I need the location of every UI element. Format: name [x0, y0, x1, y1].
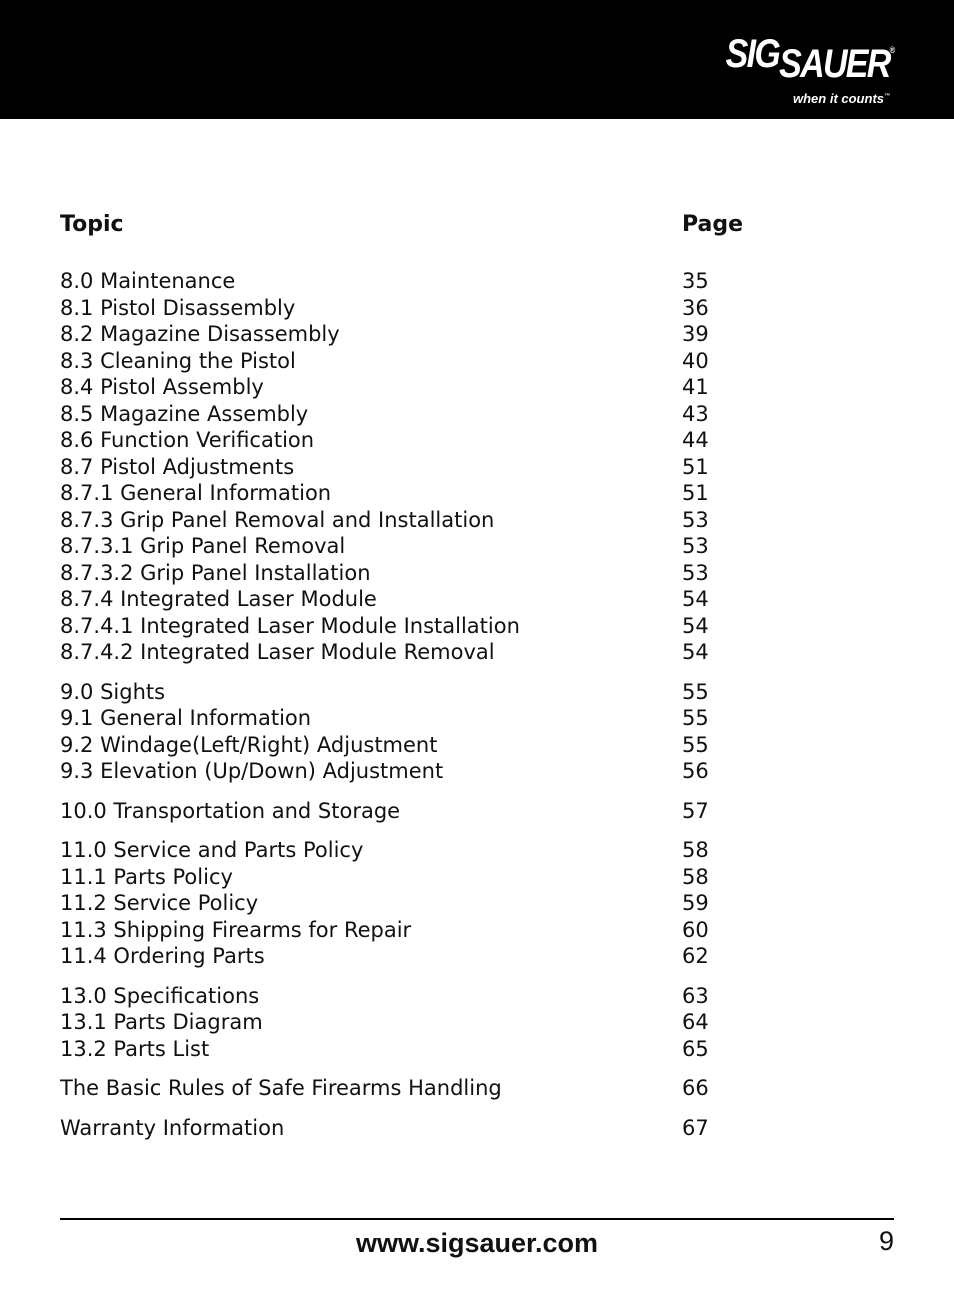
logo-trademark: ™	[884, 93, 890, 100]
toc-entry-title: 8.7.4.1 Integrated Laser Module Installation	[60, 613, 520, 638]
toc-group	[60, 798, 900, 825]
toc-entry-title: 13.0 Specifications	[60, 983, 260, 1008]
toc-entry	[60, 758, 900, 785]
toc-entry	[60, 1115, 900, 1142]
toc-entry-title: 8.1 Pistol Disassembly	[60, 295, 296, 320]
toc-group	[60, 983, 900, 1063]
logo-registered: ®	[890, 45, 894, 55]
logo-tagline	[793, 91, 890, 106]
toc-entry-page: 36	[682, 295, 709, 320]
toc-entry-title: 9.3 Elevation (Up/Down) Adjustment	[60, 759, 444, 783]
toc-entry	[60, 1036, 900, 1063]
table-of-contents	[60, 212, 900, 1154]
toc-entry-title: 11.4 Ordering Parts	[60, 944, 265, 968]
toc-entry	[60, 679, 900, 706]
toc-entry-title: 11.2 Service Policy	[60, 891, 259, 915]
toc-entry-title: 10.0 Transportation and Storage	[60, 798, 401, 823]
logo-wordmark	[726, 32, 894, 86]
toc-entry-title: 8.7.4 Integrated Laser Module	[60, 587, 377, 611]
toc-entry-page: 59	[682, 891, 709, 915]
toc-entry-page: 51	[682, 481, 709, 505]
toc-entry-title: 13.1 Parts Diagram	[60, 1010, 263, 1034]
toc-group	[60, 1115, 900, 1142]
toc-entry-page: 43	[682, 401, 709, 426]
toc-entry-page: 44	[682, 428, 709, 452]
toc-entry-page: 54	[682, 640, 709, 664]
toc-entry	[60, 454, 900, 481]
toc-entry	[60, 480, 900, 507]
toc-entry	[60, 586, 900, 613]
toc-entry	[60, 560, 900, 587]
footer-website: www.sigsauer.com	[355, 1228, 599, 1258]
toc-entry	[60, 613, 900, 640]
toc-entry-title: 8.3 Cleaning the Pistol	[60, 348, 296, 373]
toc-entry	[60, 705, 900, 732]
toc-entry	[60, 864, 900, 891]
page-column-header: Page	[682, 212, 744, 237]
toc-entry	[60, 401, 900, 428]
toc-entry-title: 9.2 Windage(Left/Right) Adjustment	[60, 732, 438, 757]
toc-entry	[60, 507, 900, 534]
toc-entry-page: 41	[682, 375, 709, 399]
toc-group	[60, 837, 900, 970]
toc-entry	[60, 533, 900, 560]
toc-entry-page: 55	[682, 679, 709, 704]
toc-entry-page: 53	[682, 560, 709, 585]
toc-entry-title: 9.1 General Information	[60, 706, 312, 730]
toc-entry-page: 63	[682, 983, 709, 1008]
toc-entry-page: 62	[682, 944, 709, 968]
topic-column-header: Topic	[60, 212, 124, 237]
toc-entry-page: 64	[682, 1010, 709, 1034]
toc-entry	[60, 983, 900, 1010]
toc-entry-title: 9.0 Sights	[60, 679, 166, 704]
toc-entry-page: 39	[682, 322, 709, 346]
toc-entry-title: 11.0 Service and Parts Policy	[60, 838, 364, 862]
toc-entry-page: 65	[682, 1036, 709, 1061]
toc-entry-page: 66	[682, 1076, 709, 1100]
toc-entry-title: 8.7.3 Grip Panel Removal and Installation	[60, 507, 495, 532]
toc-entry-page: 54	[682, 587, 709, 611]
toc-entry-title: 8.5 Magazine Assembly	[60, 401, 309, 426]
toc-entry	[60, 348, 900, 375]
toc-entry	[60, 732, 900, 759]
toc-entry-page: 51	[682, 454, 709, 479]
toc-groups	[60, 268, 900, 1141]
toc-entry-page: 35	[682, 269, 709, 293]
toc-entry-title: 8.7.1 General Information	[60, 481, 332, 505]
toc-entry	[60, 321, 900, 348]
logo-tagline-text: when it counts	[793, 91, 884, 106]
toc-entry-page: 53	[682, 507, 709, 532]
toc-entry	[60, 1075, 900, 1102]
toc-entry-title: 8.6 Function Verification	[60, 428, 315, 452]
toc-group	[60, 268, 900, 666]
toc-entry-title: 8.7.4.2 Integrated Laser Module Removal	[60, 640, 495, 664]
toc-entry	[60, 268, 900, 295]
header-bar	[0, 0, 954, 119]
toc-entry-title: 11.1 Parts Policy	[60, 864, 233, 889]
toc-entry-title: Warranty Information	[60, 1115, 285, 1140]
toc-group	[60, 1075, 900, 1102]
toc-entry	[60, 943, 900, 970]
toc-entry-title: 11.3 Shipping Firearms for Repair	[60, 917, 412, 942]
toc-entry-page: 58	[682, 838, 709, 862]
toc-entry-page: 56	[682, 759, 709, 783]
footer-divider	[60, 1218, 894, 1220]
sig-sauer-logo	[726, 32, 896, 108]
toc-entry-page: 53	[682, 534, 709, 558]
logo-sig: SIG	[726, 32, 780, 76]
toc-entry	[60, 374, 900, 401]
toc-entry	[60, 295, 900, 322]
toc-entry	[60, 427, 900, 454]
toc-entry	[60, 890, 900, 917]
toc-entry-title: 8.7.3.1 Grip Panel Removal	[60, 534, 346, 558]
toc-entry-page: 60	[682, 917, 709, 942]
toc-entry-page: 40	[682, 348, 709, 373]
toc-entry	[60, 837, 900, 864]
toc-entry-title: The Basic Rules of Safe Firearms Handling	[60, 1076, 502, 1100]
page-number: 9	[878, 1226, 894, 1256]
toc-entry-title: 8.2 Magazine Disassembly	[60, 322, 340, 346]
toc-entry	[60, 917, 900, 944]
toc-entry-title: 8.7.3.2 Grip Panel Installation	[60, 560, 371, 585]
toc-entry	[60, 639, 900, 666]
toc-entry	[60, 798, 900, 825]
toc-entry-title: 13.2 Parts List	[60, 1036, 210, 1061]
toc-entry-page: 57	[682, 798, 709, 823]
toc-entry-title: 8.7 Pistol Adjustments	[60, 454, 295, 479]
toc-entry-page: 67	[682, 1115, 709, 1140]
toc-entry-page: 54	[682, 613, 709, 638]
toc-entry-page: 55	[682, 732, 709, 757]
toc-entry-title: 8.4 Pistol Assembly	[60, 375, 264, 399]
toc-header	[60, 212, 900, 268]
toc-entry-page: 58	[682, 864, 709, 889]
toc-group	[60, 679, 900, 785]
toc-entry-page: 55	[682, 706, 709, 730]
toc-entry-title: 8.0 Maintenance	[60, 269, 236, 293]
toc-entry	[60, 1009, 900, 1036]
logo-sauer: SAUER	[779, 42, 891, 86]
